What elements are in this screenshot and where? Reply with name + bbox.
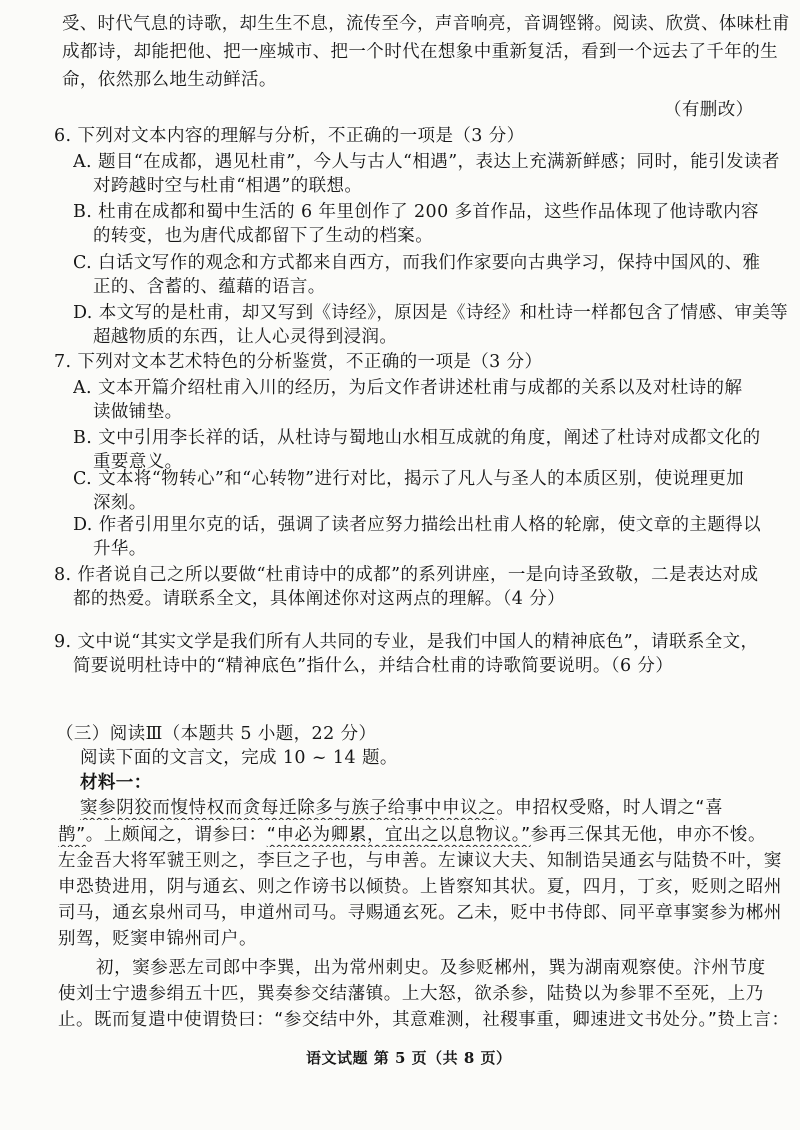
- question-7-option-b-cont: 重要意义。: [93, 452, 183, 472]
- question-6-option-d-cont: 超越物质的东西，让人心灵得到浸润。: [93, 327, 398, 347]
- material-text: 。申招权受赂，时人谓之“喜: [496, 798, 724, 818]
- annotated-sentence: 窦参阴狡而愎恃权而贪每迁除多与族子给事中申议之: [80, 798, 497, 818]
- passage-line: 成都诗，却能把他、把一座城市、把一个时代在想象中重新复活，看到一个远去了千年的生: [62, 42, 778, 62]
- section-heading: （三）阅读Ⅲ（本题共 5 小题，22 分）: [56, 724, 377, 744]
- question-7-option-d-cont: 升华。: [93, 539, 147, 559]
- material-line: 初，窦参恶左司郎中李巽，出为常州刺史。及参贬郴州，巽为湖南观察使。汴州节度: [96, 958, 766, 978]
- material-line: 使刘士宁遗参绢五十匹，巽奏参交结藩镇。上大怒，欲杀参，陆贽以为参罪不至死，上乃: [58, 984, 764, 1004]
- material-text: 。上颇闻之，谓参曰：: [85, 825, 267, 845]
- question-6-stem: 6. 下列对文本内容的理解与分析，不正确的一项是（3 分）: [54, 126, 525, 146]
- page-footer: 语文试题 第 5 页（共 8 页）: [306, 1049, 512, 1067]
- question-6-option-a-cont: 对跨越时空与杜甫“相遇”的联想。: [93, 176, 363, 196]
- material-line: 司马，通玄泉州司马，申道州司马。寻赐通玄死。乙未，贬中书侍郎、同平章事窦参为郴州: [58, 903, 782, 923]
- question-7-option-c-cont: 深刻。: [93, 493, 147, 513]
- question-6-option-a: A. 题目“在成都，遇见杜甫”，今人与古人“相遇”，表达上充满新鲜感；同时，能引发读者: [73, 152, 780, 172]
- material-text: 参再三保其无他，申亦不悛。: [530, 825, 767, 845]
- question-9-stem-cont: 简要说明杜诗中的“精神底色”指什么，并结合杜甫的诗歌简要说明。（6 分）: [73, 656, 674, 676]
- question-7-option-c: C. 文本将“物转心”和“心转物”进行对比，揭示了凡人与圣人的本质区别，使说理更加: [73, 469, 745, 489]
- question-6-option-b: B. 杜甫在成都和蜀中生活的 6 年里创作了 200 多首作品，这些作品体现了他诗歌内容: [73, 202, 759, 222]
- material-line: [80, 796, 790, 820]
- material-line: [58, 823, 790, 847]
- question-6-option-d: D. 本文写的是杜甫，却又写到《诗经》，原因是《诗经》和杜诗一样都包含了情感、审美等: [73, 303, 789, 323]
- question-6-option-b-cont: 的转变，也为唐代成都留下了生动的档案。: [93, 226, 434, 246]
- annotated-sentence: “申必为卿累，宜出之以息物议。”: [266, 825, 531, 845]
- material-line: 止。既而复遣中使谓贽曰：“参交结中外，其意难测，社稷事重，卿速进文书处分。”贽上言：: [58, 1010, 790, 1030]
- question-7-stem: 7. 下列对文本艺术特色的分析鉴赏，不正确的一项是（3 分）: [54, 352, 543, 372]
- passage-line: 命，依然那么地生动鲜活。: [62, 70, 277, 90]
- question-8-stem: 8. 作者说自己之所以要做“杜甫诗中的成都”的系列讲座，一是向诗圣致敬，二是表达对成: [54, 565, 759, 585]
- source-note: （有删改）: [664, 100, 754, 120]
- question-7-option-a: A. 文本开篇介绍杜甫入川的经历，为后文作者讲述杜甫与成都的关系以及对杜诗的解: [73, 378, 743, 398]
- material-line: 申恐贽进用，阴与通玄、则之作谤书以倾贽。上皆察知其状。夏，四月，丁亥，贬则之昭州: [58, 877, 782, 897]
- question-7-option-a-cont: 读做铺垫。: [93, 402, 183, 422]
- question-8-stem-cont: 都的热爱。请联系全文，具体阐述你对这两点的理解。（4 分）: [73, 589, 566, 609]
- question-6-option-c-cont: 正的、含蓄的、蕴藉的语言。: [93, 277, 326, 297]
- passage-line: 受、时代气息的诗歌，却生生不息，流传至今，声音响亮，音调铿锵。阅读、欣赏、体味杜甫: [62, 14, 790, 34]
- material-line: 左金吾大将军虢王则之，李巨之子也，与申善。左谏议大夫、知制诰吴通玄与陆贽不叶，窦: [58, 851, 782, 871]
- annotated-sentence: 鹊”: [58, 825, 86, 845]
- section-instruction: 阅读下面的文言文，完成 10 ~ 14 题。: [80, 748, 398, 768]
- question-6-option-c: C. 白话文写作的观念和方式都来自西方，而我们作家要向古典学习，保持中国风的、雅: [73, 253, 761, 273]
- question-7-option-b: B. 文中引用李长祥的话，从杜诗与蜀地山水相互成就的角度，阐述了杜诗对成都文化的: [73, 428, 761, 448]
- question-9-stem: 9. 文中说“其实文学是我们所有人共同的专业，是我们中国人的精神底色”，请联系全文，: [54, 632, 759, 652]
- material-label: 材料一：: [80, 773, 152, 793]
- question-7-option-d: D. 作者引用里尔克的话，强调了读者应努力描绘出杜甫人格的轮廓，使文章的主题得以: [73, 515, 762, 535]
- material-line: 别驾，贬窦申锦州司户。: [58, 929, 258, 949]
